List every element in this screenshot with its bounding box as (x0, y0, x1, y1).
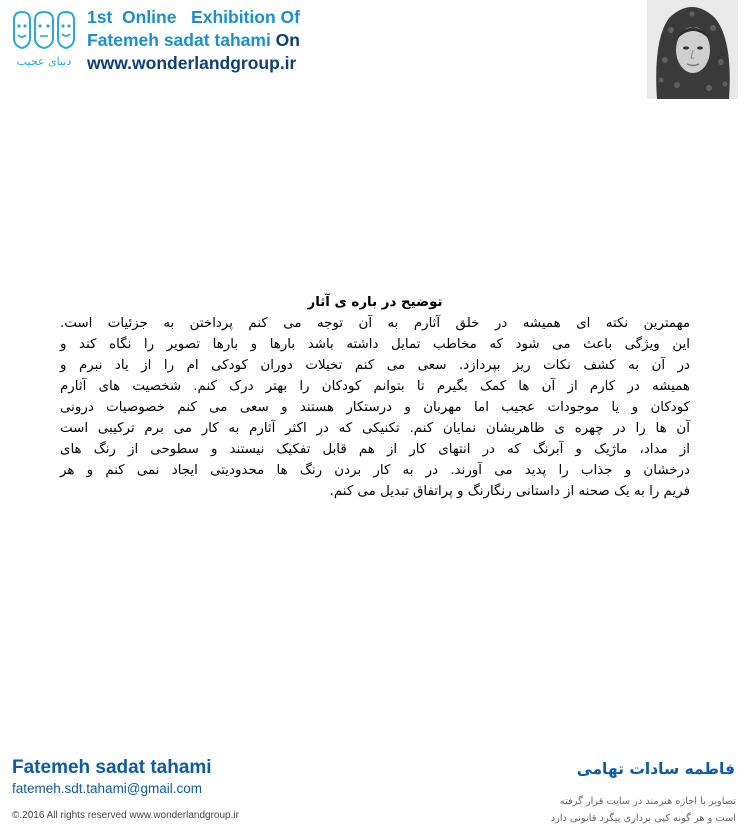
artist-email[interactable]: fatemeh.sdt.tahami@gmail.com (12, 781, 203, 796)
artist-portrait (647, 0, 738, 99)
header-line-1: 1st Online Exhibition Of (87, 7, 300, 27)
description-line: آن ها را در چهره ی ظاهریشان نمایان کنم. تکنیکی که در اکثر آثارم به کار می برم ترکیبی است (60, 421, 690, 436)
header-artist-name: Fatemeh sadat tahami (87, 30, 271, 50)
rights-line-2: است و هر گونه کپی برداری پیگرد قانونی دارد (550, 813, 736, 824)
artwork-description (60, 292, 690, 502)
rights-notice-persian (551, 793, 736, 827)
description-line: همیشه در کارم از آن ها کمک بگیرم تا بتوانم کودکان را بهتر درک کنم. شخصیت های آثارم (60, 379, 690, 394)
header-on: On (270, 30, 300, 50)
description-line: از مداد، ماژیک و آبرنگ که در انتهای کار از هم قابل تفکیک نیستند و سطوحی از رنگ های (60, 442, 690, 457)
artist-name-english: Fatemeh sadat tahami (12, 757, 212, 778)
rights-line-1: تصاویر با اجازه هنرمند در سایت قرار گرفته (559, 796, 736, 807)
logo-text: دنیای عجیب (16, 55, 72, 68)
header-website[interactable]: www.wonderlandgroup.ir (87, 53, 297, 73)
wonderland-logo (10, 8, 78, 70)
description-line: در آن به کشف نکات ریز بپردازد. سعی می کنم تخیلات دوران کودکی ام را از یاد نبرم و (60, 358, 690, 373)
header-line-2 (87, 29, 300, 52)
description-line: این ویژگی باعث می شود که مخاطب تمایل داشته باشد بارها و بارها تصویر را نگاه کند و (60, 337, 690, 352)
copyright-notice: ©.2016 All rights reserved www.wonderlandgroup.ir (12, 810, 239, 821)
description-line: درخشان و جذاب را پدید می آورند. در به کار بردن رنگ ها محدودیتی ایجاد نمی کنم و هر (60, 463, 690, 478)
description-line: فریم را به یک صحنه از داستانی رنگارنگ و پراتفاق تبدیل می کنم. (329, 484, 690, 499)
description-title: توضیح در باره ی آثار (307, 295, 443, 310)
description-line: کودکان و یا موجودات عجیب اما مهربان و درستکار هستند و سعی می کنم خصوصیات درونی (60, 400, 690, 415)
exhibition-header (87, 6, 300, 75)
description-line: مهمترین نکته ای همیشه در خلق آثارم به آن توجه می کنم پرداختن به جزئیات است. (60, 316, 690, 331)
artist-name-persian: فاطمه سادات تهامی (576, 760, 735, 778)
